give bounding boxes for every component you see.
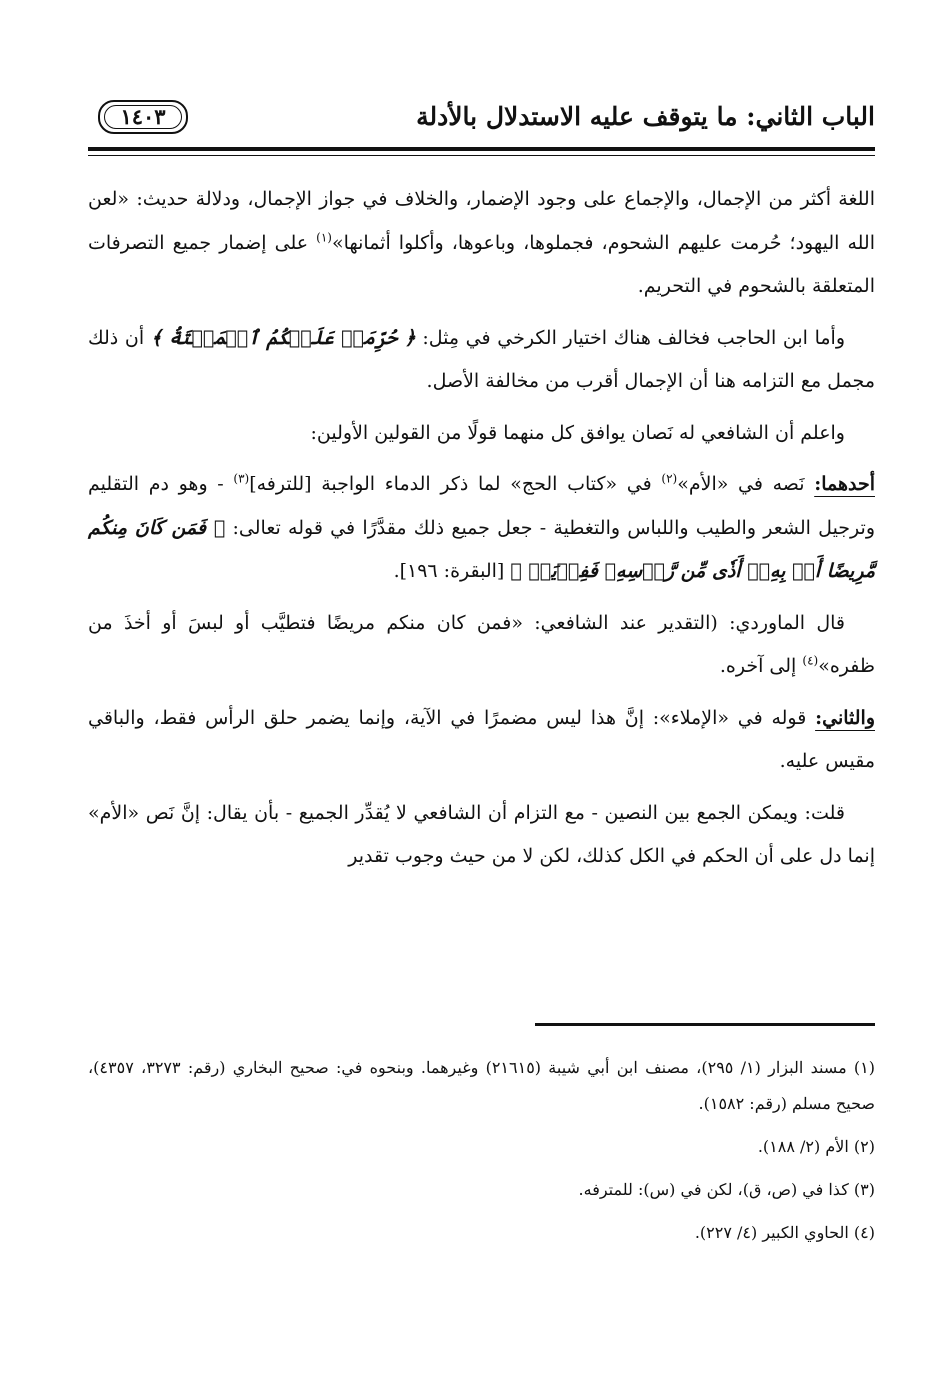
quran-citation: [البقرة: ١٩٦].: [393, 560, 511, 582]
header-rule-thick: [88, 147, 875, 151]
footnote-ref-3: (٣): [233, 471, 250, 486]
page-header: [88, 98, 875, 142]
paragraph-7: قلت: ويمكن الجمع بين النصين - مع التزام أن الشافعي لا يُقدِّر الجميع - بأن يقال: إنَّ نَص «الأم» إنما دل على أن الحكم في الكل كذلك، لكن لا من حيث وجوب تقدير: [88, 801, 875, 867]
footnote-3: (٣) كذا في (ص، ق)، لكن في (س): للمترفه.: [578, 1180, 875, 1199]
label-first: أحدهما:: [814, 473, 875, 495]
paragraph-4-text-a: نَصه في «الأم»: [677, 473, 815, 495]
paragraph-4: [88, 463, 875, 594]
paragraph-2: [88, 317, 875, 404]
page-number: ١٤٠٣: [120, 104, 166, 129]
page-number-frame: [98, 100, 188, 134]
footnote-ref-4: (٤): [802, 653, 819, 668]
paragraph-4-text-b: في «كتاب الحج» لما ذكر الدماء الواجبة [للترفه]: [249, 473, 662, 495]
footnote-ref-1: (١): [316, 230, 332, 245]
footnotes: [88, 1050, 875, 1258]
paragraph-2-text: وأما ابن الحاجب فخالف هناك اختيار الكرخي في مِثل:: [415, 326, 846, 349]
paragraph-5-end: إلى آخره.: [719, 655, 803, 677]
paragraph-6-text: قوله في «الإملاء»: إنَّ هذا ليس مضمرًا في الآية، وإنما يضمر حلق الرأس فقط، والباقي مقيس عليه.: [88, 706, 875, 772]
body-text: [88, 178, 875, 887]
paragraph-1-end: على إضمار جميع التصرفات المتعلقة بالشحوم في التحريم.: [88, 231, 875, 297]
header-rule-thin: [88, 155, 875, 156]
paragraph-5-text: قال الماوردي: (التقدير عند الشافعي: «فمن كان منكم مريضًا فتطيَّب أو لبسَ أو أخذَ من ظفره»: [88, 611, 875, 677]
running-head: الباب الثاني: ما يتوقف عليه الاستدلال بالأدلة: [416, 102, 875, 131]
paragraph-1-text: اللغة أكثر من الإجمال، والإجماع على وجود الإضمار، والخلاف في جواز الإجمال، ودلالة حديث: «لعن الله اليهود؛ حُرمت عليهم الشحوم، فجملوها، وباعوها، وأكلوا أثمانها»: [88, 188, 875, 254]
quran-quote-1: ﴿ حُرِّمَتۡ عَلَيۡكُمُ ٱلۡمَيۡتَةُ ﴾: [150, 326, 416, 349]
footnote-1: (١) مسند البزار (١/ ٢٩٥)، مصنف ابن أبي شيبة (٢١٦١٥) وغيرهما. وبنحوه في: صحيح البخاري (رقم: ٣٢٧٣، ٤٣٥٧)، صحيح مسلم (رقم: ١٥٨٢).: [88, 1058, 875, 1113]
paragraph-1: [88, 178, 875, 309]
label-second: والثاني:: [815, 706, 875, 729]
paragraph-6: [88, 697, 875, 784]
paragraph-4-text-c: - وهو دم التقليم وترجيل الشعر والطيب واللباس والتغطية - جعل جميع ذلك مقدَّرًا في قوله تعالى:: [88, 473, 875, 539]
paragraph-2-end: أن ذلك مجمل مع التزامه هنا أن الإجمال أقرب من مخالفة الأصل.: [88, 326, 875, 392]
footnote-separator: [535, 1023, 875, 1026]
footnote-ref-2: (٢): [661, 471, 678, 486]
quran-quote-2: ﴿ فَمَن كَانَ مِنكُم مَّرِيضًا أَوۡ بِهِۦٓ أَذٗى مِّن رَّأۡسِهِۦ فَفِدۡيَةٞ ﴾: [88, 516, 875, 582]
paragraph-3: واعلم أن الشافعي له نَصان يوافق كل منهما قولًا من القولين الأولين:: [310, 421, 845, 444]
footnote-2: (٢) الأم (٢/ ١٨٨).: [757, 1137, 875, 1156]
paragraph-5: [88, 602, 875, 689]
footnote-4: (٤) الحاوي الكبير (٤/ ٢٢٧).: [694, 1223, 875, 1242]
